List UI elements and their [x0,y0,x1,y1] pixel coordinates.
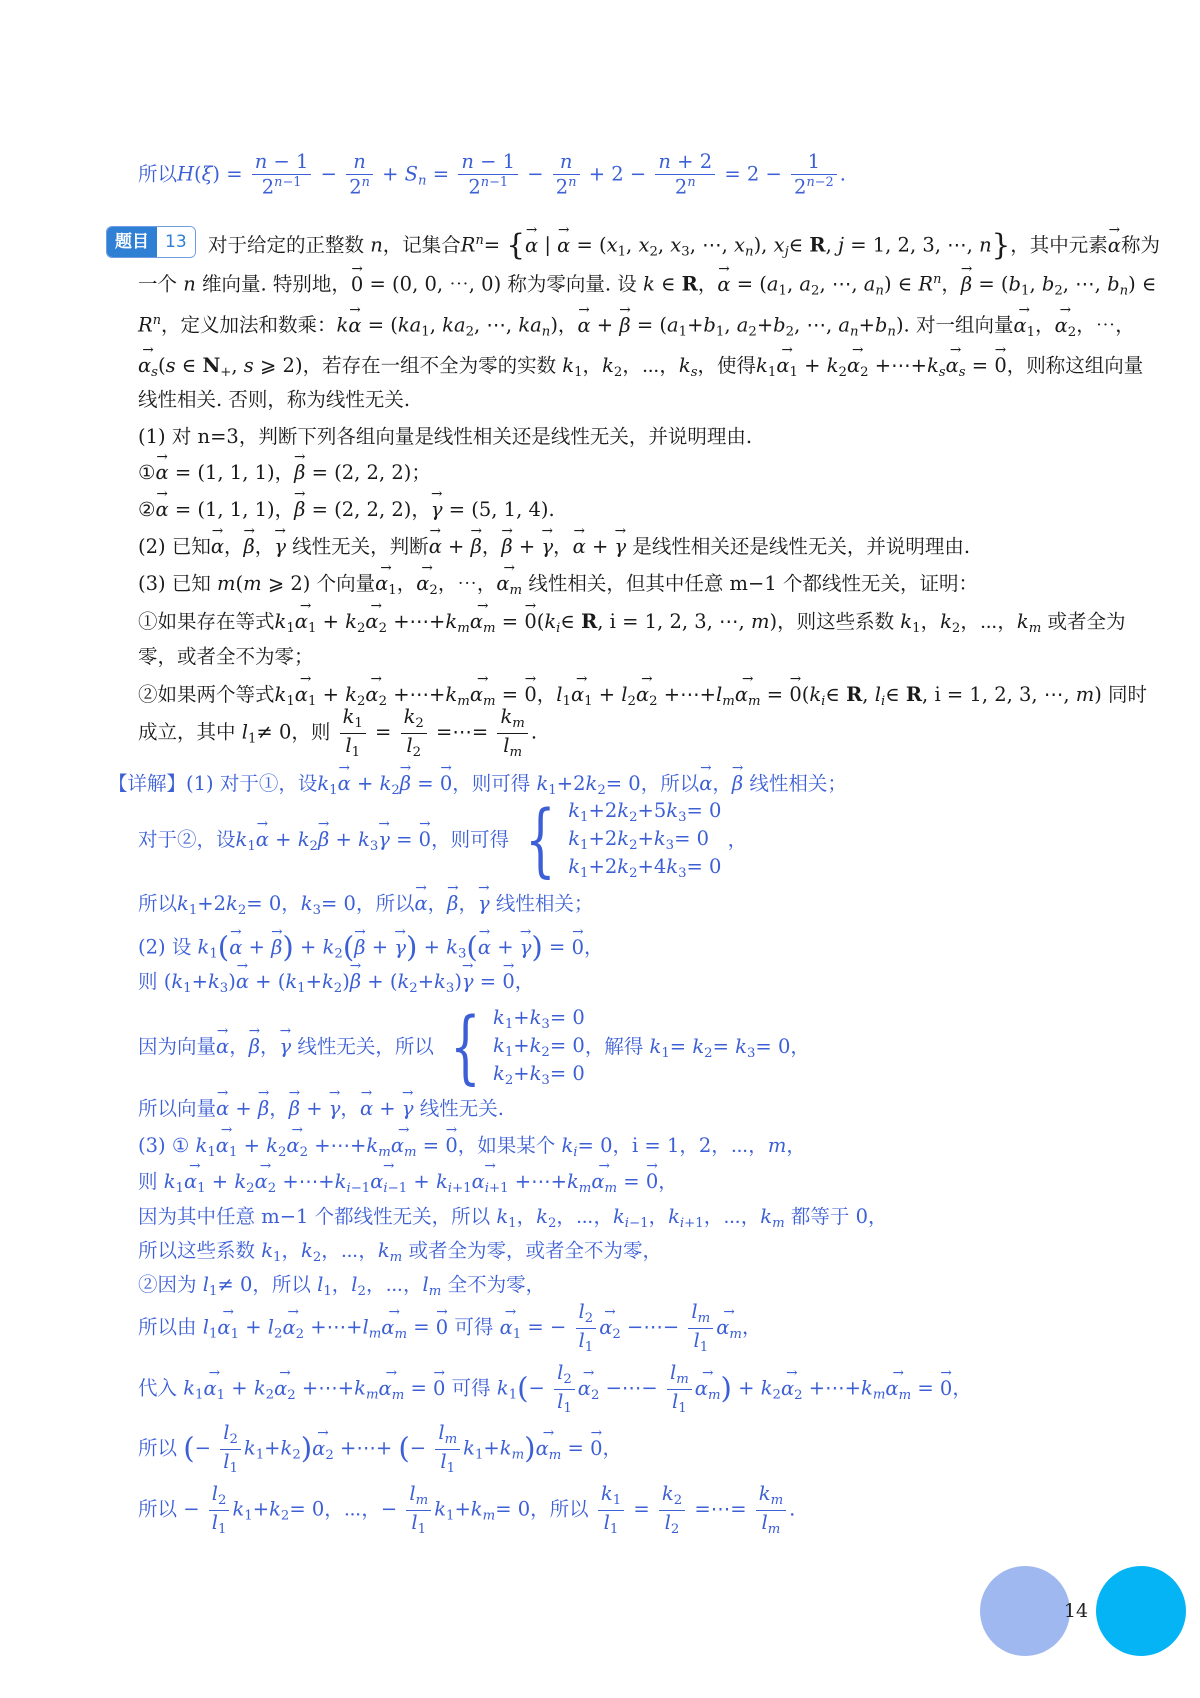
question-3-part-2: ②如果两个等式$k_1\to \alpha_1 + k_2\to \alpha_2$ $+\cdots+k_m\to \alpha_m$ = → 0，$l_1\to \alpha_1 + l_2\to \alpha_2$ $+\cdots+l_m\to \alpha_m$ = → $0(k_i\in$ R, $l_i\in$ R, i = 1, 2, 3, ⋯, m) 同时 [138,683,1147,710]
problem-line-1: 对于给定的正整数 n，记集合$R^n=$ {→ α | → $\alpha = (x_1$, $x_2$, $x_3$, ⋯, $x_n$), $x_j\in$ R, j = 1, 2, 3, ⋯, n}，其中元素→ α称为 [208,228,1160,263]
solution-line-6: 因为向量→ α，→ β，→ γ 线性无关，所以 { $k_1+k_3= 0$ $k_1+k_2= 0$ $k_2+k_3= 0$ ，解得 $k_1= k_2= k_3= 0$， [138,1005,810,1090]
solution-line-12: ②因为 $l_1\ne 0$，所以 $l_1$，$l_2$，⋯，$l_m$ 全不为零， [138,1273,546,1299]
solution-line-7: 所以向量→ α + → β，→ β + → γ，→ α + → γ 线性无关. [138,1097,504,1120]
solution-line-11: 所以这些系数 $k_1$，$k_2$，⋯，$k_m$ 或者全为零，或者全不为零， [138,1239,662,1265]
solution-line-2: 对于②，设$k_1\to \alpha + k_2\to \beta + k_3\to \gamma$ = → 0，则可得 { $k_1+2k_2+5k_3= 0$ $k_1+2k_2+k_3= 0$ $k_1+2k_2+4k_3= 0$ ， [138,798,747,883]
question-3: (3) 已知 m(m ⩾ 2) 个向量→ $\alpha_1$，→ $\alpha_2$，⋯，→ $\alpha_m$ 线性相关，但其中任意 m−1 个都线性无关，证明： [138,572,978,599]
problem-tag-label: 题目 [107,227,157,257]
question-3-part-1: ①如果存在等式$k_1\to \alpha_1 + k_2\to \alpha_2$ $+\cdots+k_m\to \alpha_m$ = → $0(k_i\in$ R, i = 1, 2, 3, ⋯, m)，则这些系数 $k_1$，$k_2$，⋯，$k_m$ 或者全为 [138,610,1126,637]
solution-line-10: 因为其中任意 m−1 个都线性无关，所以 $k_1$，$k_2$，⋯，$k_{i-1}$，$k_{i+1}$，⋯，$k_m$ 都等于 0， [138,1205,888,1231]
problem-line-5: 线性相关. 否则，称为线性无关. [138,388,411,411]
previous-solution-tail: 所以H(ξ) = $\frac{n - 1}{2^{n-1}}$ − $\frac{n}{2^n}$ + $S_n$ = $\frac{n - 1}{2^{n-1}}$ − $\frac{n}{2^n}$ + 2 − $\frac{n + 2}{2^n}$ = 2 − $\frac{1}{2^{n-2}}$ . [138,150,846,200]
question-1: (1) 对 n=3，判断下列各组向量是线性相关还是线性无关，并说明理由. [138,425,753,448]
solution-line-4: (2) 设 $k_1(\to \alpha$ + → $\beta) + k_2(\to \beta$ + → $\gamma) + k_3(\to \alpha$ + → γ) = → 0， [138,930,604,965]
question-3-part-2-cont: 成立，其中 $l_1\ne 0$，则 $\frac{k_1}{l_1}$ = $\frac{k_2}{l_2}$ =⋯= $\frac{k_m}{l_m}$ . [138,705,538,760]
question-1-part-1: ①→ α = (1, 1, 1)，→ β = (2, 2, 2)； [138,461,431,484]
problem-line-2: 一个 n 维向量. 特别地，→ 0 = (0, 0, ⋯, 0) 称为零向量. 设 k ∈ R，→ $\alpha = (a_1$, $a_2$, ⋯, $a_n$) ∈ $R^n$，→ $\beta = (b_1$, $b_2$, ⋯, $b_n$) ∈ [138,272,1156,300]
solution-line-8: (3) ① $k_1\to \alpha_1 + k_2\to \alpha_2$ $+\cdots+k_m\to \alpha_m$ = → 0，如果某个 $k_i= 0$，i = 1，2，⋯，m， [138,1134,806,1161]
page-number: 14 [1063,1600,1089,1622]
solution-line-1: 【详解】(1) 对于①，设$k_1\to \alpha + k_2\to \beta$ = → 0，则可得 $k_1+2k_2= 0$，所以→ α，→ β 线性相关； [108,772,847,799]
solution-line-15: 所以 (− $\frac{l_2}{l_1}$ $k_1+k_2)\to \alpha_2$ +⋯+ (− $\frac{l_m}{l_1}$ $k_1+k_m)\to \alpha_m$ = → 0， [138,1421,622,1477]
solution-line-14: 代入 $k_1\to \alpha_1 + k_2\to \alpha_2$ $+\cdots+k_m\to \alpha_m$ = → 0 可得 $k_1(-$ $\frac{l_2}{l_1}$ → $\alpha_2$ −⋯− $\frac{l_m}{l_1}$ → $\alpha_m) + k_2\to \alpha_2$ $+\cdots+k_m\to \alpha_m$ = → 0， [138,1361,972,1417]
solution-line-3: 所以$k_1+2k_2= 0$，$k_3= 0$，所以→ α，→ β，→ γ 线性相关； [138,892,593,919]
question-2: (2) 已知→ α，→ β，→ γ 线性无关，判断→ α + → β，→ β + → γ，→ α + → γ 是线性相关还是线性无关，并说明理由. [138,535,970,558]
problem-tag-number: 13 [157,227,195,257]
problem-line-4: → $\alpha_s(s$ ∈ $N_+$, s ⩾ 2)，若存在一组不全为零的实数 $k_1$，$k_2$，⋯，$k_s$，使得$k_1\to \alpha_1 + k_2\to \alpha_2$ $+\cdots+k_s\to \alpha_s$ = → 0，则称这组向量 [138,354,1143,381]
solution-line-16: 所以 − $\frac{l_2}{l_1}$ $k_1+k_2= 0$，⋯，− $\frac{l_m}{l_1}$ $k_1+k_m= 0$，所以 $\frac{k_1}{l_1}$ = $\frac{k_2}{l_2}$ =⋯= $\frac{k_m}{l_m}$ . [138,1482,796,1537]
equation-system-2: { $k_1+k_3= 0$ $k_1+k_2= 0$ $k_2+k_3= 0$ [450,1000,585,1094]
question-3-part-1-cont: 零，或者全不为零； [138,645,314,668]
solution-line-9: 则 $k_1\to \alpha_1 + k_2\to \alpha_2$ $+\cdots+k_{i-1}\to \alpha_{i-1} + k_{i+1}\to \alpha_{i+1}$ $+\cdots+k_m\to \alpha_m$ = → 0， [138,1170,678,1197]
equation-system-1: { $k_1+2k_2+5k_3= 0$ $k_1+2k_2+k_3= 0$ $k_1+2k_2+4k_3= 0$ [525,793,722,887]
solution-line-13: 所以由 $l_1\to \alpha_1 + l_2\to \alpha_2$ $+\cdots+l_m\to \alpha_m$ = → 0 可得 → $\alpha_1$ = − $\frac{l_2}{l_1}$ → $\alpha_2$ −⋯− $\frac{l_m}{l_1}$ → $\alpha_m$， [138,1300,761,1356]
problem-tag [106,226,196,258]
problem-line-3: $R^n$，定义加法和数乘：$k\to \alpha = (ka_1$, $ka_2$, ⋯, $ka_n$)，→ α + → $\beta = (a_1+b_1$, $a_2+b_2$, ⋯, $a_n+b_n$). 对一组向量→ $\alpha_1$，→ $\alpha_2$，⋯， [138,313,1135,341]
solution-line-5: 则 $(k_1+k_3)\to \alpha + (k_1+k_2)\to \beta + (k_2+k_3)\to \gamma$ = → 0， [138,970,534,997]
question-1-part-2: ②→ α = (1, 1, 1)，→ β = (2, 2, 2)，→ γ = (5, 1, 4). [138,498,555,521]
